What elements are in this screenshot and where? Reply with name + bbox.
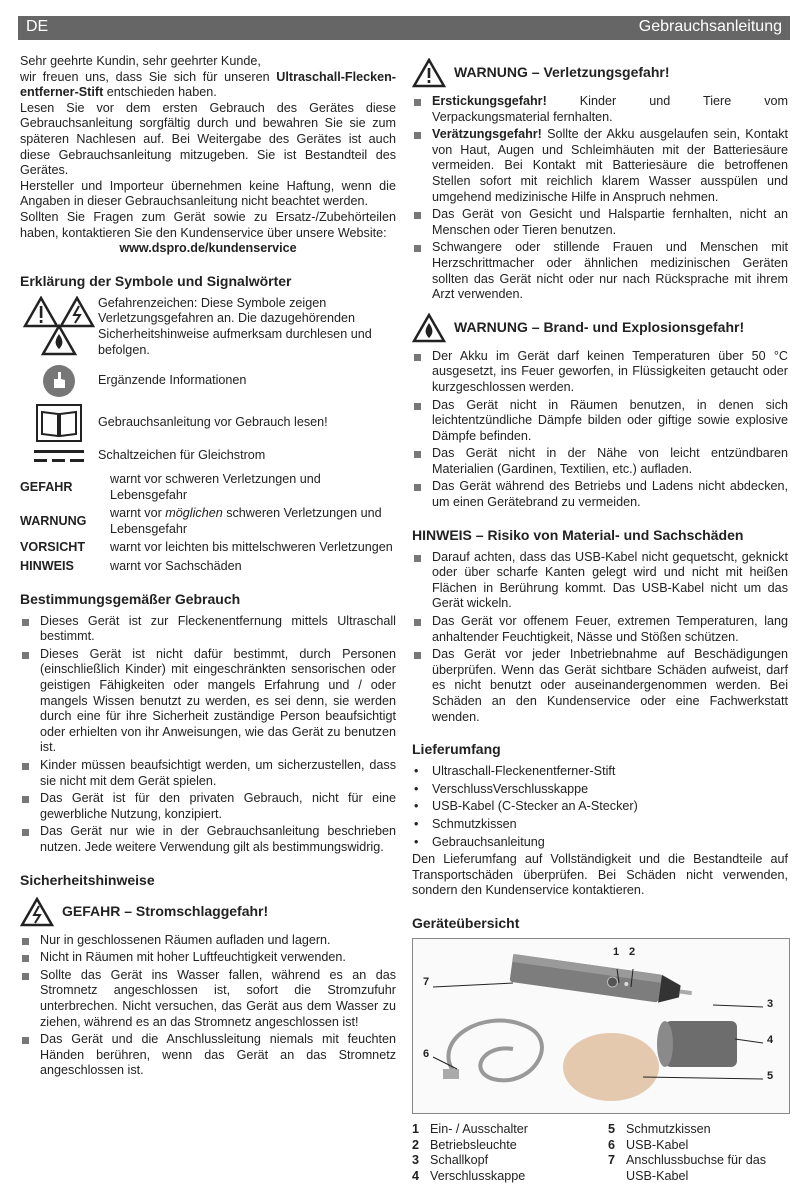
language-code: DE — [26, 18, 49, 35]
signal-word-row: HINWEIS warnt vor Sachschäden — [20, 559, 242, 574]
scope-heading: Lieferumfang — [412, 741, 501, 758]
fire-title-row — [412, 313, 788, 343]
list-item: • Schmutzkissen — [412, 817, 788, 833]
read-manual-text: Gebrauchsanleitung vor Gebrauch lesen! — [98, 415, 328, 430]
list-item: Das Gerät nicht in der Nähe von leicht entzündbaren Materialien (Gardinen, Textilien, etc.) aufladen. — [412, 446, 788, 477]
danger-electric-title-row — [20, 897, 396, 927]
safety-heading: Sicherheitshinweise — [20, 871, 155, 888]
list-item: • Gebrauchsanleitung — [412, 835, 788, 851]
list-item: Das Gerät ist für den privaten Gebrauch, nicht für eine gewerbliche Nutzung, konzipiert. — [20, 791, 396, 822]
list-item: Nur in geschlossenen Räumen aufladen und lagern. — [20, 933, 396, 949]
right-column — [412, 58, 788, 1184]
signal-words — [20, 472, 396, 575]
list-item: Kinder müssen beaufsichtigt werden, um sicherzustellen, dass sie nicht mit dem Gerät spielen. — [20, 758, 396, 789]
device-illustration — [413, 939, 789, 1113]
dc-text: Schaltzeichen für Gleichstrom — [98, 448, 266, 463]
intro-paragraph-2: Lesen Sie vor dem ersten Gebrauch des Gerätes diese Gebrauchsanleitung sorgfältig durch und bewahren Sie sie zum späteren Nachlesen auf. Bei Weitergabe des Gerätes ist auch diese Gebrauchsanleitung mitzugeben. Sie ist Bestandteil des Gerätes. — [20, 100, 396, 178]
callout-2: 2 — [629, 945, 636, 958]
intro-paragraph-1: wir freuen uns, dass Sie sich für unseren Ultraschall-Fleckenentferner-Stift entschieden haben. — [20, 69, 396, 100]
danger-electric-title: GEFAHR – Stromschlaggefahr! — [62, 902, 269, 919]
danger-signs-text: Gefahrenzeichen: Diese Symbole zeigen Verletzungsgefahren an. Die dazugehörenden Sicherheitshinweise aufmerksam durchlesen und befolgen. — [98, 295, 372, 357]
list-item: Das Gerät von Gesicht und Halspartie fernhalten, nicht an Menschen oder Tieren benutzen. — [412, 207, 788, 238]
direct-current-icon — [34, 448, 84, 464]
warning-icons — [20, 296, 98, 358]
list-item: Das Gerät vor offenem Feuer, extremen Temperaturen, lang anhaltender Feuchtigkeit, Nässe und Stößen schützen. — [412, 614, 788, 645]
list-item: Dieses Gerät ist nicht dafür bestimmt, durch Personen (einschließlich Kinder) mit eingeschränkten sensorischen oder geistigen Fähigkeiten oder mangels Erfahrung und / oder mangels Wissen benutzt zu werden, es sei denn, sie werden durch eine für ihre Sicherheit zuständige Person beaufsichtigt oder erhielten von ihr Anweisungen, wie das Gerät zu benutzen ist. — [20, 647, 396, 756]
injury-title: WARNUNG – Verletzungsgefahr! — [454, 64, 670, 81]
symbol-dc-row — [20, 448, 396, 464]
info-text: Ergänzende Informationen — [98, 373, 247, 388]
callout-6: 6 — [423, 1047, 430, 1060]
list-item: Sollte das Gerät ins Wasser fallen, während es an das Stromnetz angeschlossen ist, sofort die Stromzufuhr unterbrechen. Nicht versuchen, das Gerät aus dem Wasser zu ziehen, während es an das Stromnetz angeschlossen ist! — [20, 968, 396, 1030]
list-item: Das Gerät nur wie in der Gebrauchsanleitung beschrieben nutzen. Jede weitere Verwendung gilt als bestimmungswidrig. — [20, 824, 396, 855]
callout-7: 7 — [423, 975, 430, 988]
callout-3: 3 — [767, 997, 774, 1010]
intro-paragraph-4: Sollten Sie Fragen zum Gerät sowie zu Ersatz-/Zubehörteilen haben, kontaktieren Sie den Kundenservice über unsere Website: — [20, 209, 396, 240]
scope-note: Den Lieferumfang auf Vollständigkeit und die Bestandteile auf Transportschäden überprüfen. Bei Schäden nicht verwenden, sondern den Kundenservice kontaktieren. — [412, 852, 788, 898]
list-item: Der Akku im Gerät darf keinen Temperaturen über 50 °C ausgesetzt, ins Feuer geworfen, in Flüssigkeiten getaucht oder kurzgeschlossen werden. — [412, 349, 788, 396]
list-item: Das Gerät nicht in Räumen benutzen, in denen sich leichtentzündliche Dämpfe bilden oder giftige sowie explosive Dämpfe befinden. — [412, 398, 788, 445]
danger-electric-list — [20, 933, 396, 1079]
symbol-info-row — [20, 364, 396, 398]
overview-heading: Geräteübersicht — [412, 914, 520, 931]
intro-paragraph-3: Hersteller und Importeur übernehmen keine Haftung, wenn die Angaben in dieser Gebrauchsanleitung nicht beachtet werden. — [20, 178, 396, 209]
symbol-manual-row — [20, 404, 396, 442]
left-column — [20, 54, 396, 1081]
symbols-heading: Erklärung der Symbole und Signalwörter — [20, 272, 292, 289]
danger-triangles-icon — [23, 296, 95, 358]
page-title: Gebrauchsanleitung — [638, 18, 782, 35]
signal-word-row: VORSICHT warnt vor leichten bis mittelschweren Verletzungen — [20, 540, 393, 555]
injury-list — [412, 94, 788, 303]
list-item: Dieses Gerät ist zur Fleckenentfernung mittels Ultraschall bestimmt. — [20, 614, 396, 645]
list-item: Das Gerät während des Betriebs und Ladens nicht abdecken, um einen Gerätebrand zu vermeiden. — [412, 479, 788, 510]
device-photo — [412, 938, 790, 1114]
signal-word-row: WARNUNG warnt vor möglichen schweren Verletzungen und Lebensgefahr — [20, 506, 382, 536]
list-item: Schwangere oder stillende Frauen und Menschen mit Herzschrittmacher oder ähnlichen medizinischen Geräten sollten das Gerät nicht oder nur nach Rücksprache mit ihrem Arzt verwenden. — [412, 240, 788, 302]
list-item: Verätzungsgefahr! Sollte der Akku ausgelaufen sein, Kontakt von Haut, Augen und Schleimhäuten mit der Batteriesäure vermeiden. Bei Kontakt mit Batteriesäure die betroffenen Stellen sofort mit reichlich klarem Wasser ausspülen und umgehend medizinische Hilfe in Anspruch nehmen. — [412, 127, 788, 205]
open-book-icon — [36, 404, 82, 442]
exclamation-warning-icon — [412, 58, 446, 88]
list-item: • Ultraschall-Fleckenentferner-Stift — [412, 764, 788, 780]
list-item: • VerschlussVerschlusskappe — [412, 782, 788, 798]
parts-legend: 1 Ein- / Ausschalter 5 Schmutzkissen 2 Betriebsleuchte 6 USB-Kabel 3 Schallkopf 7 Anschlussbuchse für das USB-Kabel 4 Verschlusskappe — [412, 1121, 767, 1183]
scope-list — [412, 764, 788, 850]
greeting: Sehr geehrte Kundin, sehr geehrter Kunde, — [20, 54, 261, 68]
list-item: Darauf achten, dass das USB-Kabel nicht gequetscht, geknickt oder über scharfe Kanten gelegt wird und nicht mit heißen Flächen in Berührung kommt. Das USB-Kabel nicht um das Gerät wickeln. — [412, 550, 788, 612]
service-url: www.dspro.de/kundenservice — [119, 241, 297, 256]
intended-use-list — [20, 614, 396, 856]
symbol-danger-row — [20, 296, 396, 358]
list-item: Nicht in Räumen mit hoher Luftfeuchtigkeit verwenden. — [20, 950, 396, 966]
callout-4: 4 — [767, 1033, 774, 1046]
fire-title: WARNUNG – Brand- und Explosionsgefahr! — [454, 318, 745, 335]
info-hand-icon — [42, 364, 76, 398]
list-item: • USB-Kabel (C-Stecker an A-Stecker) — [412, 799, 788, 815]
fire-list — [412, 349, 788, 511]
callout-1: 1 — [613, 945, 620, 958]
notice-list — [412, 550, 788, 726]
list-item: Erstickungsgefahr! Kinder und Tiere vom Verpackungsmaterial fernhalten. — [412, 94, 788, 125]
intended-use-heading: Bestimmungsgemäßer Gebrauch — [20, 590, 241, 607]
electric-warning-icon — [20, 897, 54, 927]
signal-word-row: GEFAHR warnt vor schweren Verletzungen und Lebensgefahr — [20, 472, 321, 502]
page-header — [18, 16, 790, 40]
callout-5: 5 — [767, 1069, 774, 1082]
list-item: Das Gerät vor jeder Inbetriebnahme auf Beschädigungen überprüfen. Wenn das Gerät sichtbare Schäden aufweist, darf es nicht benutzt oder auseinandergenommen werden. Bei Schäden an den Kundenservice oder eine Fachwerkstatt wenden. — [412, 647, 788, 725]
notice-heading: HINWEIS – Risiko von Material- und Sachschäden — [412, 526, 744, 543]
list-item: Das Gerät und die Anschlussleitung niemals mit feuchten Händen berühren, wenn das Gerät an das Stromnetz angeschlossen ist. — [20, 1032, 396, 1079]
product-name: Ultraschall-Fleckenentferner-Stift — [20, 69, 396, 100]
fire-warning-icon — [412, 313, 446, 343]
injury-title-row — [412, 58, 788, 88]
